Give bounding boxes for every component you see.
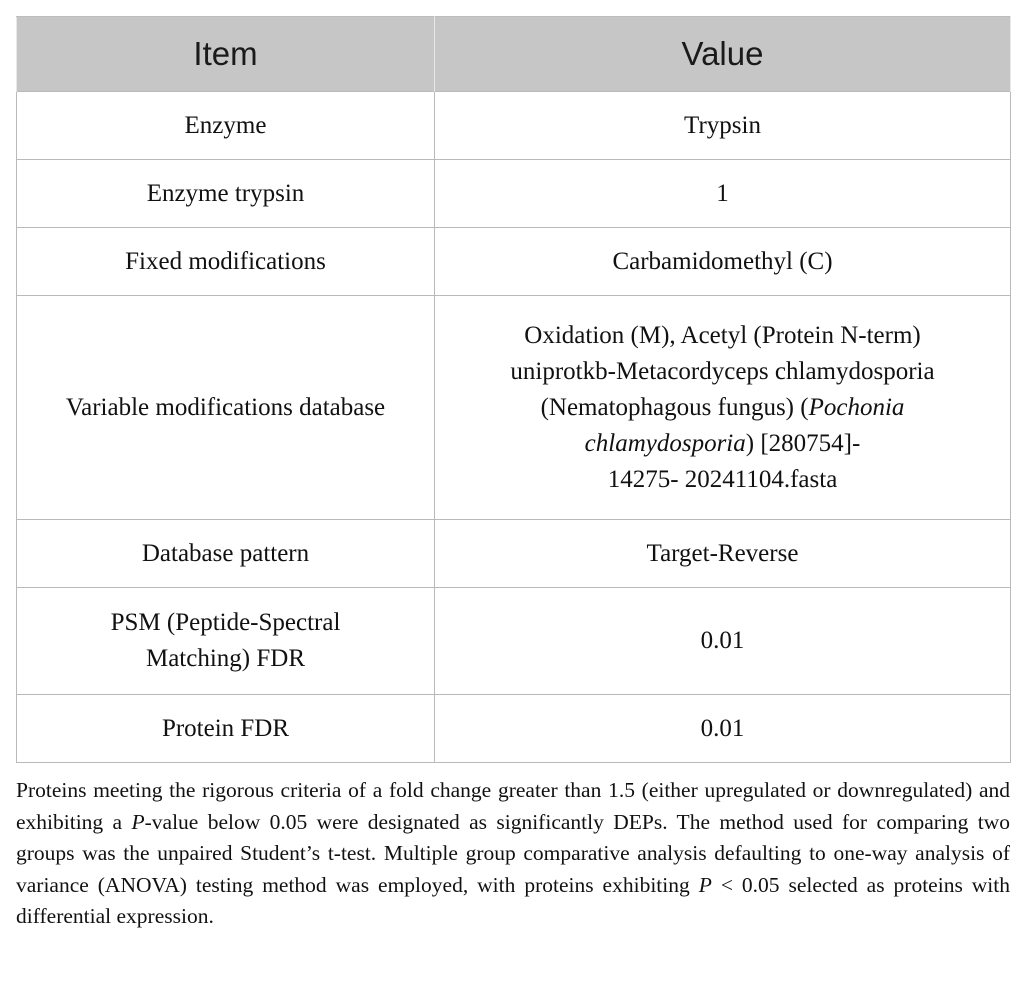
cell-item: Protein FDR [17,695,435,763]
footnote-text: -value below 0.05 were designated as significantly DEPs. The method used for comparing two groups was the unpaired Student’s t-test. Multiple group comparative analysis defaulting to one-way analysis of variance (ANOVA) testing method was employed, with proteins exhibiting [16,809,1011,897]
table-row [17,160,1011,228]
cell-value [435,296,1011,520]
parameters-table-container [16,16,1010,763]
header-value: Value [435,17,1011,92]
table-row [17,92,1011,160]
parameters-table [16,16,1011,763]
cell-value: Trypsin [435,92,1011,160]
cell-item [17,588,435,695]
value-line [449,426,996,462]
table-row [17,296,1011,520]
cell-value: 0.01 [435,588,1011,695]
cell-item: Database pattern [17,520,435,588]
footnote-text: < 0.05 selected as proteins with differential expression. [16,872,1010,928]
table-row [17,228,1011,296]
cell-value: 0.01 [435,695,1011,763]
footnote-text: Proteins meeting the rigorous criteria of a fold change greater than 1.5 (either upregulated or downregulated) and exhibiting a [16,778,1010,834]
item-line: Matching) FDR [145,645,306,672]
cell-item: Enzyme trypsin [17,160,435,228]
cell-item: Variable modifications database [17,296,435,520]
table-header-row [17,17,1011,92]
value-line [449,390,996,426]
value-line: Oxidation (M), Acetyl (Protein N-term) [524,321,921,349]
item-line: PSM (Peptide-Spectral [110,609,341,636]
value-italic-text: chlamydosporia [584,429,746,457]
footnote-italic: P [131,809,145,834]
value-line: 14275- 20241104.fasta [607,465,838,493]
value-italic-text: Pochonia [808,393,905,421]
footnote-italic: P [698,872,712,897]
table-row [17,588,1011,695]
table-footnote [16,775,1010,933]
value-text: ) [280754]- [745,429,861,457]
value-line: uniprotkb-Metacordyceps chlamydosporia [510,357,935,385]
cell-value: Target-Reverse [435,520,1011,588]
value-text: (Nematophagous fungus) ( [540,393,809,421]
cell-item: Fixed modifications [17,228,435,296]
cell-item: Enzyme [17,92,435,160]
cell-value: Carbamidomethyl (C) [435,228,1011,296]
cell-value: 1 [435,160,1011,228]
table-row [17,520,1011,588]
table-row [17,695,1011,763]
header-item: Item [17,17,435,92]
